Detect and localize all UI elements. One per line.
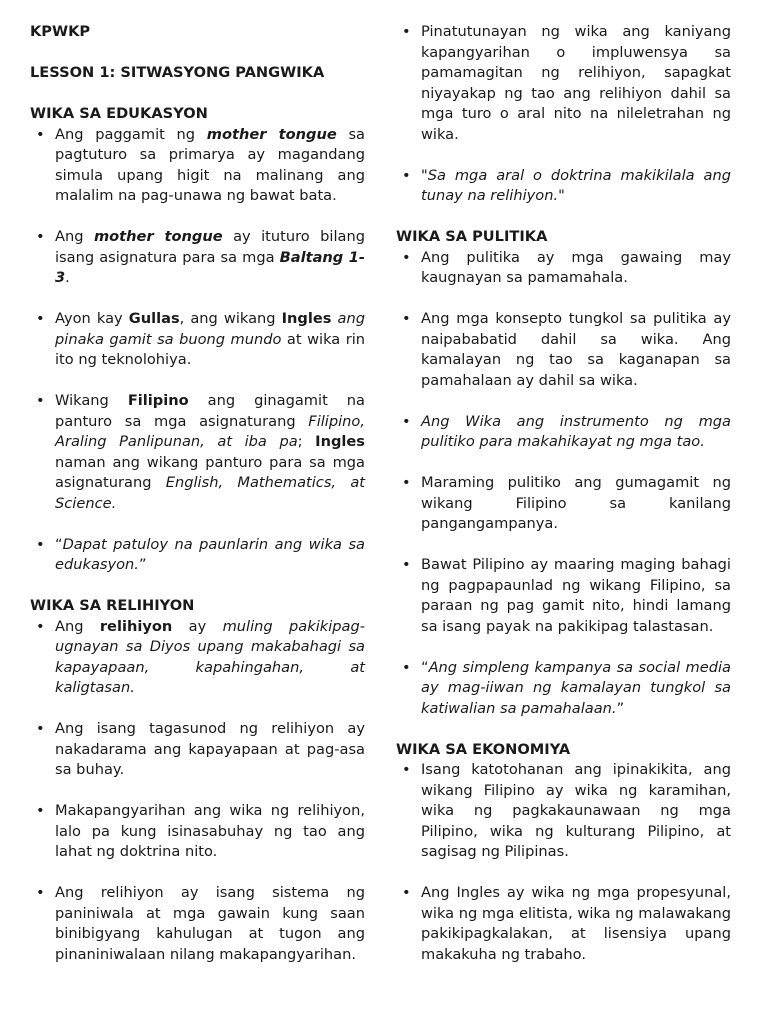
list-item (30, 801, 365, 863)
list-item (396, 309, 731, 391)
text-run: . (65, 269, 70, 286)
list-item (30, 719, 365, 781)
bullet-list-ekonomiya (396, 760, 731, 965)
bullet-list-pulitika (396, 248, 731, 720)
text-run: naman ang wikang panturo para sa mga asignaturang (55, 453, 365, 491)
text-run: Ang pulitika ay mga gawaing may kaugnayan sa pamamahala. (421, 248, 731, 286)
text-run: Bawat Pilipino ay maaring maging bahagi ng pagpapaunlad ng wikang Filipino, sa paraan ng pag gamit nito, hindi lamang sa isang payak na pakikipag talastasan. (421, 556, 731, 635)
text-run: “ (55, 535, 63, 553)
list-item (396, 473, 731, 535)
text-run: ang ginagamit na panturo sa mga asignaturang (55, 392, 365, 430)
list-item (396, 166, 731, 207)
section-heading-relihiyon: WIKA SA RELIHIYON (30, 597, 195, 614)
emphasis-text: "Sa mga aral o doktrina makikilala ang tunay na relihiyon." (421, 166, 731, 204)
list-item (30, 617, 365, 699)
emphasis-text: English, Mathematics, at Science. (55, 474, 365, 512)
text-run: ay ituturo bilang isang asignatura para sa mga (55, 228, 365, 266)
bullet-list-relihiyon-part1 (30, 617, 365, 966)
text-run: Isang katotohanan ang ipinakikita, ang wikang Filipino ay wika ng karamihan, wika ng pagkakaunawaan ng mga Pilipino, wika ng kulturang Pilipino, at sagisag ng Pilipinas. (421, 761, 731, 860)
list-item (396, 760, 731, 863)
list-item (396, 658, 731, 720)
spacer (396, 207, 731, 228)
spacer (30, 84, 365, 105)
list-item (396, 412, 731, 453)
list-item (396, 555, 731, 637)
text-run: Ang isang tagasunod ng relihiyon ay nakadarama ang kapayapaan at pag-asa sa buhay. (55, 720, 365, 778)
text-run: Ang mga konsepto tungkol sa pulitika ay naipababatid dahil sa wika. Ang kamalayan ng tao sa kaganapan sa pamahalaan ay dahil sa wika. (421, 310, 731, 389)
text-run: Ang (55, 228, 94, 245)
list-item (30, 227, 365, 289)
spacer (30, 43, 365, 64)
emphasis-text: ang pinaka gamit sa buong mundo (55, 310, 366, 348)
emphasis-text: Ingles (315, 433, 365, 450)
text-run: “ (421, 658, 429, 676)
bullet-list-edukasyon (30, 125, 365, 576)
emphasis-text: Baltang 1-3 (55, 248, 365, 286)
emphasis-text: Ang simpleng kampanya sa social media ay mag-iiwan ng kamalayan tungkol sa katiwalian sa pamahalaan. (421, 658, 731, 717)
list-item (30, 883, 365, 965)
text-run: ; (297, 433, 316, 450)
text-run: at wika rin ito ng teknolohiya. (55, 330, 365, 368)
text-run: ” (138, 556, 147, 573)
emphasis-text: Dapat patuloy na paunlarin ang wika sa edukasyon. (55, 535, 365, 573)
text-run: , ang wikang (179, 310, 282, 327)
section-heading-pulitika: WIKA SA PULITIKA (396, 228, 548, 245)
section-heading-edukasyon: WIKA SA EDUKASYON (30, 105, 208, 122)
document-title: KPWKP (30, 23, 91, 40)
text-run: Ang relihiyon ay isang sistema ng paniniwala at mga gawain kung saan binibigyang kahulugan at tugon ang pinaniniwalaan nilang makapangyarihan. (55, 884, 365, 963)
list-item (396, 248, 731, 289)
spacer (396, 719, 731, 740)
emphasis-text: Ang Wika ang instrumento ng mga pulitiko para makahikayat ng mga tao. (421, 412, 731, 450)
list-item (30, 309, 365, 371)
text-run: Makapangyarihan ang wika ng relihiyon, lalo pa kung isinasabuhay ng tao ang lahat ng doktrina nito. (55, 802, 365, 860)
emphasis-text: relihiyon (99, 617, 173, 635)
list-item (30, 535, 365, 576)
text-run: sa pagtuturo sa primarya ay magandang simula upang higit na malinang ang malalim na pag-unawa ng bawat bata. (55, 125, 365, 204)
list-item (30, 125, 365, 207)
emphasis-text: muling pakikipag-ugnayan sa Diyos upang makabahagi sa kapayapaan, kapahingahan, at kaligtasan. (55, 617, 365, 696)
emphasis-text: Filipino (127, 392, 189, 409)
emphasis-text: Ingles (281, 310, 332, 327)
text-run: Ang paggamit ng (55, 125, 207, 143)
emphasis-text: mother tongue (206, 125, 337, 143)
text-run: Wikang (55, 392, 128, 409)
lesson-title: LESSON 1: SITWASYONG PANGWIKA (30, 64, 325, 81)
list-item (396, 22, 731, 145)
text-run: Ang (55, 617, 100, 635)
list-item (396, 883, 731, 965)
text-run: ” (616, 699, 625, 717)
section-heading-ekonomiya: WIKA SA EKONOMIYA (396, 740, 571, 758)
bullet-list-relihiyon-part2 (396, 22, 731, 207)
text-run: Ayon kay (55, 310, 129, 327)
text-run: ay (172, 617, 223, 635)
emphasis-text: mother tongue (93, 228, 223, 245)
text-run: Ang Ingles ay wika ng mga propesyunal, wika ng mga elitista, wika ng malawakang pakikipagkalakan, at lisensiya upang makakuha ng trabaho. (421, 884, 731, 963)
right-column (396, 22, 731, 965)
list-item (30, 391, 365, 514)
spacer (30, 576, 365, 597)
emphasis-text: Filipino, Araling Panlipunan, at iba pa (55, 412, 365, 450)
left-column (30, 22, 365, 965)
text-run: Maraming pulitiko ang gumagamit ng wikang Filipino sa kanilang pangangampanya. (421, 474, 731, 532)
emphasis-text: Gullas (128, 310, 180, 327)
text-run: Pinatutunayan ng wika ang kaniyang kapangyarihan o impluwensya sa pamamagitan ng relihiyon, sapagkat niyayakap ng tao ang relihiyon dahil sa mga turo o aral nito na nileletrahan ng wika. (421, 23, 731, 143)
